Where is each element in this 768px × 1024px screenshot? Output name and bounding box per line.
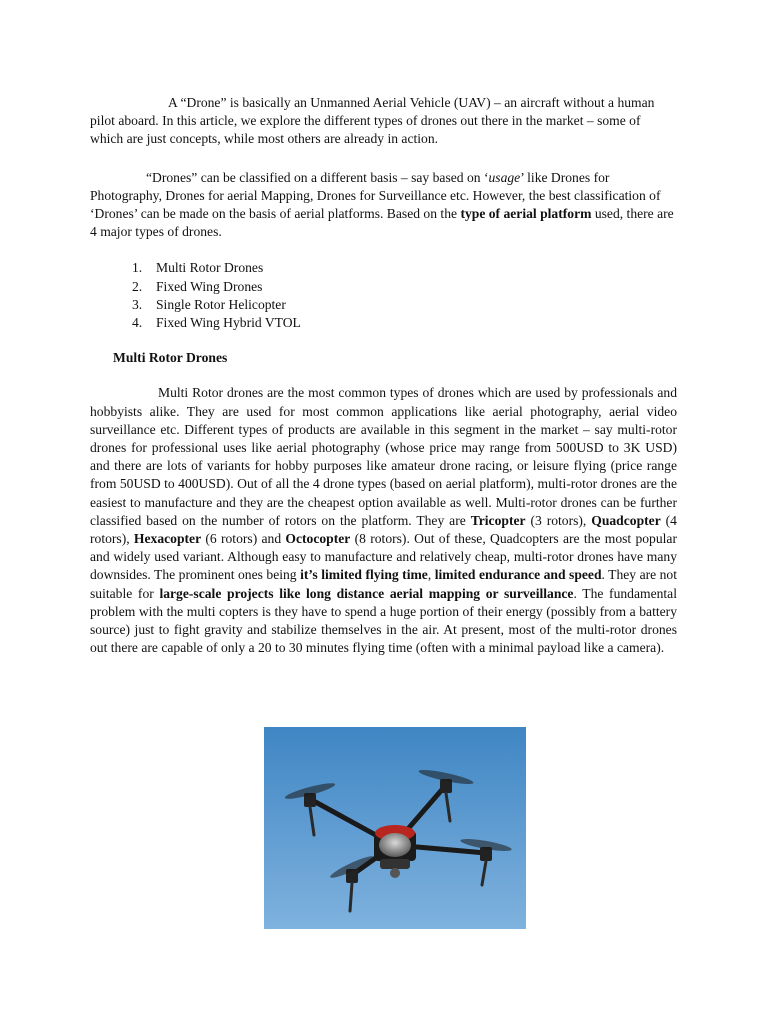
section-bold: it’s limited flying time <box>300 567 428 583</box>
list-item <box>90 259 677 277</box>
section-text: . They are not suitable for <box>90 567 678 601</box>
quadcopter-drone-icon <box>264 727 526 929</box>
list-item <box>90 314 677 332</box>
list-item-number: 3. <box>132 296 143 312</box>
intro-p2-part-b: ’ like Drones for Photography, Drones for aerial Mapping, Drones for Surveillance etc. However, the best classification of ‘Drones’ can be made on the basis of aerial platforms. Based on the <box>90 169 661 222</box>
section-paragraph <box>90 384 677 657</box>
list-item-label: Fixed Wing Drones <box>156 278 263 294</box>
section-text: (6 rotors) and <box>201 531 286 547</box>
list-item <box>90 296 677 314</box>
list-item-number: 1. <box>132 260 143 276</box>
section-text: Multi Rotor drones are the most common types of drones which are used by professionals and hobbyists alike. They are used for most common applications like aerial photography, aerial video surveillance etc. Different types of products are available in this segment in the market – say multi-rotor drones for professional uses like aerial photography (whose price may range from 500USD to 3K USD) and there are lots of variants for hobby purposes like amateur drone racing, or leisure flying (price range from 50USD to 400USD). Out of all the 4 drone types (based on aerial platform), multi-rotor drones are the easiest to manufacture and they are the cheapest option available as well. Multi-rotor drones can be further classified based on the number of rotors on the platform. They are <box>90 385 677 528</box>
intro-p2-usage: usage <box>488 169 521 185</box>
intro-p2-bold: type of aerial platform <box>460 206 592 222</box>
list-item-number: 2. <box>132 278 143 294</box>
section-bold: large-scale projects like long distance aerial mapping or surveillance <box>159 585 574 601</box>
drone-types-list <box>90 259 677 332</box>
intro-paragraph-2 <box>90 169 677 242</box>
section-text: (8 rotors). Out of these, Quadcopters are the most popular and widely used variant. Although easy to manufacture and relatively cheap, multi-rotor drones have many downsides. The prominent ones being <box>90 531 677 583</box>
list-item-label: Fixed Wing Hybrid VTOL <box>156 315 301 331</box>
document-page <box>90 94 677 657</box>
section-text: . The fundamental problem with the multi copters is they have to spend a huge portion of their energy (possibly from a battery source) just to fight gravity and stabilize themselves in the air. At present, most of the multi-rotor drones out there are capable of only a 20 to 30 minutes flying time (often with a minimal payload like a camera). <box>90 585 677 656</box>
list-item <box>90 278 677 296</box>
section-text: , <box>427 567 435 583</box>
section-text: (4 rotors), <box>90 512 677 547</box>
section-heading: Multi Rotor Drones <box>113 350 228 366</box>
list-item-label: Multi Rotor Drones <box>156 260 264 276</box>
section-bold: Quadcopter <box>591 512 661 528</box>
list-item-label: Single Rotor Helicopter <box>156 296 286 312</box>
section-bold: Tricopter <box>470 512 526 528</box>
section-bold: Hexacopter <box>133 531 202 547</box>
section-text: (3 rotors), <box>525 512 592 528</box>
intro-p2-part-c: used, there are 4 major types of drones. <box>90 206 674 240</box>
intro-p2-part-a: “Drones” can be classified on a different basis – say based on ‘ <box>146 169 489 185</box>
section-bold: limited endurance and speed <box>434 567 602 583</box>
intro-paragraph-1: A “Drone” is basically an Unmanned Aerial Vehicle (UAV) – an aircraft without a human pilot aboard. In this article, we explore the different types of drones out there in the market – some of which are just concepts, while most others are already in action. <box>90 95 655 147</box>
list-item-number: 4. <box>132 315 143 331</box>
drone-photo <box>264 727 526 929</box>
section-bold: Octocopter <box>285 531 351 547</box>
